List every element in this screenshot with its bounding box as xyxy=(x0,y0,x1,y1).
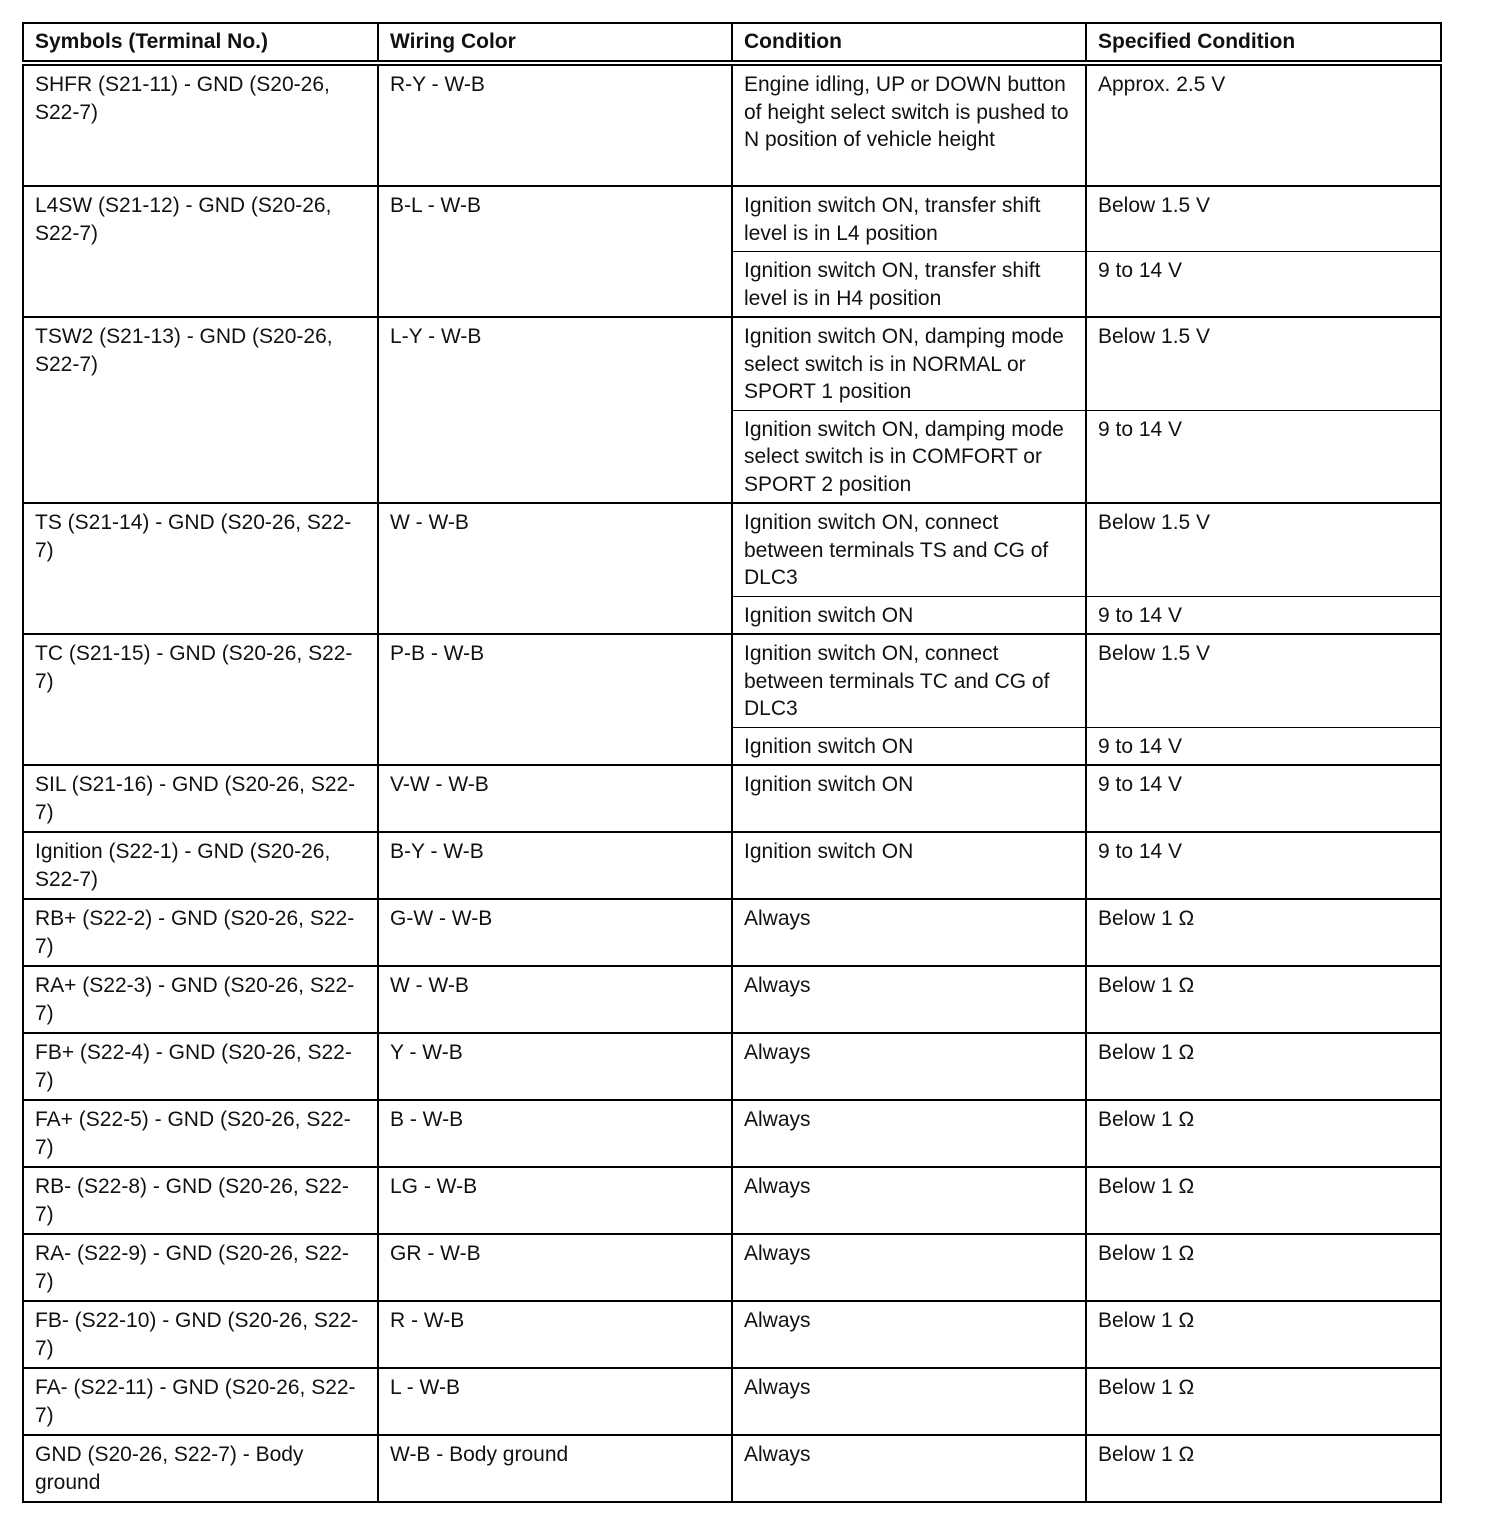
spec-cell: Approx. 2.5 V xyxy=(1086,63,1441,186)
spec-cell: 9 to 14 V xyxy=(1086,765,1441,832)
condition-cell: Always xyxy=(732,1435,1086,1502)
symbol-cell: RB+ (S22-2) - GND (S20-26, S22-7) xyxy=(23,899,378,966)
wiring-color-cell: W-B - Body ground xyxy=(378,1435,732,1502)
condition-cell: Ignition switch ON, connect between terminals TC and CG of DLC3 xyxy=(732,634,1086,727)
condition-cell: Always xyxy=(732,899,1086,966)
table-row xyxy=(23,63,1441,186)
condition-cell: Always xyxy=(732,966,1086,1033)
table-row xyxy=(23,765,1441,832)
condition-cell: Ignition switch ON, transfer shift level is in H4 position xyxy=(732,252,1086,318)
terminal-spec-table xyxy=(22,22,1442,1503)
spec-cell: Below 1.5 V xyxy=(1086,186,1441,252)
condition-cell: Ignition switch ON xyxy=(732,596,1086,634)
symbol-cell: Ignition (S22-1) - GND (S20-26, S22-7) xyxy=(23,832,378,899)
table-row xyxy=(23,1301,1441,1368)
spec-cell: Below 1 Ω xyxy=(1086,1368,1441,1435)
header-wiring-color: Wiring Color xyxy=(378,23,732,63)
condition-cell: Always xyxy=(732,1167,1086,1234)
symbol-cell: RB- (S22-8) - GND (S20-26, S22-7) xyxy=(23,1167,378,1234)
wiring-color-cell: R - W-B xyxy=(378,1301,732,1368)
symbol-cell: TSW2 (S21-13) - GND (S20-26, S22-7) xyxy=(23,317,378,503)
table-row xyxy=(23,899,1441,966)
table-row xyxy=(23,634,1441,727)
spec-cell: Below 1 Ω xyxy=(1086,1435,1441,1502)
symbol-cell: FB- (S22-10) - GND (S20-26, S22-7) xyxy=(23,1301,378,1368)
spec-cell: Below 1 Ω xyxy=(1086,1167,1441,1234)
condition-cell: Ignition switch ON xyxy=(732,727,1086,765)
wiring-color-cell: LG - W-B xyxy=(378,1167,732,1234)
table-row xyxy=(23,832,1441,899)
symbol-cell: SIL (S21-16) - GND (S20-26, S22-7) xyxy=(23,765,378,832)
spec-cell: Below 1.5 V xyxy=(1086,503,1441,596)
spec-cell: 9 to 14 V xyxy=(1086,252,1441,318)
symbol-cell: FB+ (S22-4) - GND (S20-26, S22-7) xyxy=(23,1033,378,1100)
symbol-cell: GND (S20-26, S22-7) - Body ground xyxy=(23,1435,378,1502)
wiring-color-cell: G-W - W-B xyxy=(378,899,732,966)
symbol-cell: TC (S21-15) - GND (S20-26, S22-7) xyxy=(23,634,378,765)
spec-cell: Below 1 Ω xyxy=(1086,1033,1441,1100)
table-row xyxy=(23,503,1441,596)
table-row xyxy=(23,1033,1441,1100)
condition-cell: Always xyxy=(732,1100,1086,1167)
condition-cell: Ignition switch ON, transfer shift level is in L4 position xyxy=(732,186,1086,252)
spec-cell: 9 to 14 V xyxy=(1086,410,1441,503)
table-row xyxy=(23,1368,1441,1435)
spec-cell: Below 1 Ω xyxy=(1086,1100,1441,1167)
condition-cell: Ignition switch ON xyxy=(732,832,1086,899)
symbol-cell: FA+ (S22-5) - GND (S20-26, S22-7) xyxy=(23,1100,378,1167)
wiring-color-cell: GR - W-B xyxy=(378,1234,732,1301)
condition-cell: Always xyxy=(732,1301,1086,1368)
condition-cell: Ignition switch ON, connect between terminals TS and CG of DLC3 xyxy=(732,503,1086,596)
wiring-color-cell: V-W - W-B xyxy=(378,765,732,832)
wiring-color-cell: B-L - W-B xyxy=(378,186,732,317)
symbol-cell: SHFR (S21-11) - GND (S20-26, S22-7) xyxy=(23,63,378,186)
wiring-color-cell: L-Y - W-B xyxy=(378,317,732,503)
condition-cell: Ignition switch ON, damping mode select switch is in COMFORT or SPORT 2 position xyxy=(732,410,1086,503)
condition-cell: Always xyxy=(732,1033,1086,1100)
wiring-color-cell: B-Y - W-B xyxy=(378,832,732,899)
wiring-color-cell: L - W-B xyxy=(378,1368,732,1435)
table-row xyxy=(23,1234,1441,1301)
spec-cell: Below 1 Ω xyxy=(1086,966,1441,1033)
symbol-cell: RA+ (S22-3) - GND (S20-26, S22-7) xyxy=(23,966,378,1033)
wiring-color-cell: B - W-B xyxy=(378,1100,732,1167)
condition-cell: Ignition switch ON, damping mode select switch is in NORMAL or SPORT 1 position xyxy=(732,317,1086,410)
symbol-cell: TS (S21-14) - GND (S20-26, S22-7) xyxy=(23,503,378,634)
table-row xyxy=(23,966,1441,1033)
condition-cell: Always xyxy=(732,1234,1086,1301)
table-row xyxy=(23,1435,1441,1502)
header-specified-condition: Specified Condition xyxy=(1086,23,1441,63)
table-row xyxy=(23,1167,1441,1234)
wiring-color-cell: P-B - W-B xyxy=(378,634,732,765)
spec-cell: 9 to 14 V xyxy=(1086,832,1441,899)
wiring-color-cell: Y - W-B xyxy=(378,1033,732,1100)
symbol-cell: L4SW (S21-12) - GND (S20-26, S22-7) xyxy=(23,186,378,317)
table-row xyxy=(23,317,1441,410)
spec-cell: 9 to 14 V xyxy=(1086,596,1441,634)
spec-cell: Below 1 Ω xyxy=(1086,1301,1441,1368)
symbol-cell: RA- (S22-9) - GND (S20-26, S22-7) xyxy=(23,1234,378,1301)
header-condition: Condition xyxy=(732,23,1086,63)
spec-cell: Below 1 Ω xyxy=(1086,899,1441,966)
spec-cell: 9 to 14 V xyxy=(1086,727,1441,765)
wiring-color-cell: W - W-B xyxy=(378,503,732,634)
table-row xyxy=(23,186,1441,252)
table-header-row xyxy=(23,23,1441,63)
spec-cell: Below 1 Ω xyxy=(1086,1234,1441,1301)
wiring-color-cell: W - W-B xyxy=(378,966,732,1033)
spec-cell: Below 1.5 V xyxy=(1086,317,1441,410)
spec-cell: Below 1.5 V xyxy=(1086,634,1441,727)
condition-cell: Engine idling, UP or DOWN button of height select switch is pushed to N position of vehicle height xyxy=(732,63,1086,186)
condition-cell: Ignition switch ON xyxy=(732,765,1086,832)
condition-cell: Always xyxy=(732,1368,1086,1435)
header-symbols: Symbols (Terminal No.) xyxy=(23,23,378,63)
wiring-color-cell: R-Y - W-B xyxy=(378,63,732,186)
table-row xyxy=(23,1100,1441,1167)
symbol-cell: FA- (S22-11) - GND (S20-26, S22-7) xyxy=(23,1368,378,1435)
